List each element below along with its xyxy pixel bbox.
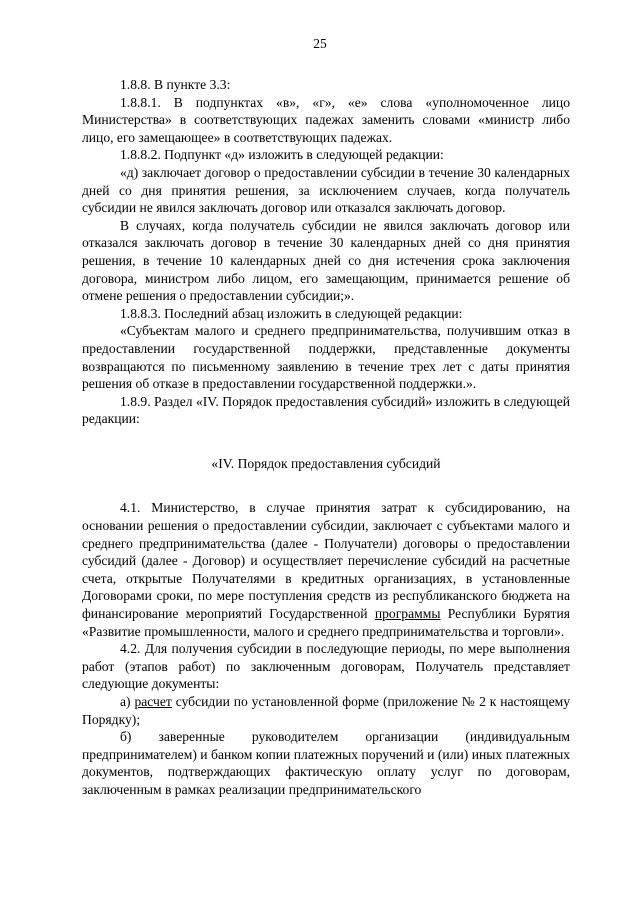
list-item-a-prefix: а): [120, 694, 135, 709]
paragraph-4-2: 4.2. Для получения субсидии в последующие периоды, по мере выполнения работ (этапов работ) по заключенным договорам, Получатель представляет следующие документы:: [82, 641, 570, 692]
paragraph-1-8-8-3: 1.8.8.3. Последний абзац изложить в следующей редакции:: [120, 305, 463, 321]
paragraph-1-8-8: 1.8.8. В пункте 3.3:: [120, 77, 231, 92]
document-body: [82, 76, 570, 799]
paragraph-4-1-text-end: Республики Бурятия «Развитие промышленности, малого и среднего предпринимательства и торговли».: [82, 606, 570, 639]
paragraph-1-8-8-2: 1.8.8.2. Подпункт «д» изложить в следующей редакции:: [120, 147, 444, 163]
page-number: 25: [313, 36, 327, 51]
list-item-b: б) заверенные руководителем организации (индивидуальным предпринимателем) и банком копии платежных поручений и (или) иных платежных документов, подтверждающих фактическую оплату услуг по договорам, заключенным в рамках реализации предпринимательского: [82, 729, 570, 797]
paragraph-1-8-8-1: 1.8.8.1. В подпунктах «в», «г», «е» слова «уполномоченное лицо Министерства» в соответствующих падежах заменить словами «министр либо лицо, его замещающее» в соответствующих падежах.: [82, 94, 570, 145]
paragraph-4-1: [82, 499, 570, 640]
calculation-link[interactable]: расчет: [134, 694, 172, 709]
list-item-a-text: субсидии по установленной форме (приложение № 2 к настоящему Порядку);: [82, 694, 570, 727]
paragraph-documents-return: «Субъектам малого и среднего предпринимательства, получившим отказ в предоставлении государственной поддержки, представленные документы возвращаются по письменному заявлению в течение трех лет с даты принятия решения об отказе в предоставлении государственной поддержки.».: [82, 323, 570, 392]
paragraph-4-1-text-start: 4.1. Министерство, в случае принятия затрат к субсидированию, на основании решения о предоставлении субсидии, заключает с субъектами малого и среднего предпринимательства (далее - Получатели) договоры о предоставлении субсидий (далее - Договор) и осуществляет перечисление субсидий на расчетные счета, открытые Получателями в кредитных организациях, в установленные Договорами сроки, по мере поступления средств из республиканского бюджета на финансирование мероприятий Государственной: [82, 500, 570, 622]
section-heading: «IV. Порядок предоставления субсидий: [211, 455, 441, 471]
program-link[interactable]: программы: [374, 606, 441, 622]
paragraph-refusal-cases: В случаях, когда получатель субсидии не явился заключать договор или отказался заключать договор в течение 30 календарных дней со дня принятия решения, в течение 10 календарных дней со дня истечения срока заключения договора, министром либо лицом, его замещающим, принимается решение об отмене решения о предоставлении субсидии;».: [82, 217, 570, 304]
paragraph-1-8-9: 1.8.9. Раздел «IV. Порядок предоставления субсидий» изложить в следующей редакции:: [82, 393, 570, 427]
list-item-a: [82, 693, 570, 728]
paragraph-subitem-d: «д) заключает договор о предоставлении субсидии в течение 30 календарных дней со дня принятия решения, за исключением случаев, когда получатель субсидии не явился заключать договор или отказался заключать договор.: [82, 164, 570, 216]
